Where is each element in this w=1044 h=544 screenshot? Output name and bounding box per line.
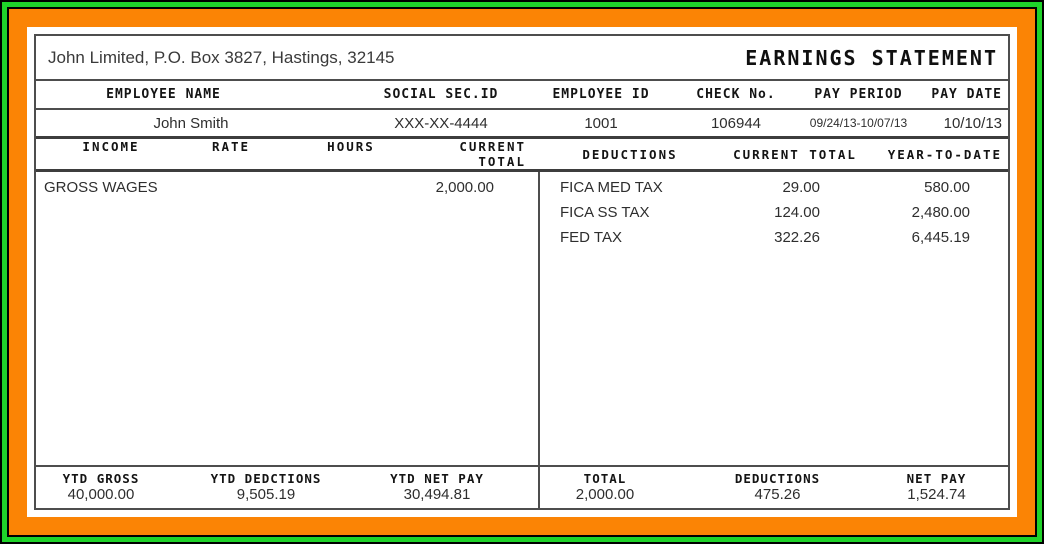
deductions-columns-header [540,147,1008,162]
pay-period-label: PAY PERIOD [814,87,903,102]
net-pay-value: 1,524.74 [907,486,966,503]
company-address: John Limited, P.O. Box 3827, Hastings, 32145 [48,47,395,67]
summary-footer [36,465,1008,508]
ytd-gross-value: 40,000.00 [67,486,135,503]
deductions-total-label: DEDUCTIONS [734,471,821,486]
employee-id-value: 1001 [584,114,618,132]
document-title: EARNINGS STATEMENT [745,45,998,70]
ytd-deductions-summary [166,471,366,508]
ytd-deductions-label: YTD DEDCTIONS [210,471,322,486]
deductions-column-label: DEDUCTIONS [582,146,678,162]
hours-column-label: HOURS [327,139,375,154]
deduction-name: FICA MED TAX [560,179,663,196]
employee-name-value: John Smith [153,114,229,132]
deduction-ytd: 2,480.00 [911,204,970,221]
total-value: 2,000.00 [575,486,635,503]
net-pay-summary [885,471,1008,508]
deductions-current-total-column-label: CURRENT TOTAL [733,146,857,162]
total-label: TOTAL [583,471,627,486]
ytd-gross-label: YTD GROSS [62,471,140,486]
year-to-date-column-label: YEAR-TO-DATE [887,146,1002,162]
deductions-summary [670,471,885,508]
ytd-net-pay-value: 30,494.81 [403,486,471,503]
current-summary [540,467,1008,508]
income-current-total: 2,000.00 [435,179,494,196]
deduction-ytd: 6,445.19 [911,229,970,246]
deduction-row-fed-tax [540,225,1008,250]
deduction-current: 322.26 [774,229,820,246]
statement-body [36,172,1008,465]
employee-id-label: EMPLOYEE ID [552,87,650,102]
net-pay-label: NET PAY [906,471,967,486]
deduction-current: 29.00 [782,179,820,196]
deduction-row-fica-med [540,175,1008,200]
total-summary [540,471,670,508]
income-name: GROSS WAGES [44,179,158,196]
ytd-gross-summary [36,471,166,508]
check-no-value: 106944 [710,114,762,132]
deduction-ytd: 580.00 [924,179,970,196]
employee-name-label: EMPLOYEE NAME [106,87,221,102]
employee-header-row [36,81,1008,110]
decorative-frame-orange [7,7,1037,537]
income-columns-header [36,139,540,169]
income-column-label: INCOME [82,139,140,154]
pay-period-value: 09/24/13-10/07/13 [809,116,908,130]
social-sec-id-label: SOCIAL SEC.ID [383,87,499,102]
deduction-name: FICA SS TAX [560,204,650,221]
current-total-column-label: CURRENT TOTAL [459,139,526,169]
paper-margin [27,27,1017,517]
ytd-summary [36,467,540,508]
table-column-header-row [36,139,1008,172]
ytd-net-pay-label: YTD NET PAY [390,471,484,486]
rate-column-label: RATE [211,139,251,154]
income-pane [36,172,540,465]
pay-date-label: PAY DATE [931,87,1002,102]
deduction-row-fica-ss [540,200,1008,225]
earnings-statement-sheet [34,34,1010,510]
title-row [36,36,1008,81]
ytd-net-pay-summary [366,471,538,508]
deductions-total-value: 475.26 [754,486,801,503]
deduction-current: 124.00 [774,204,820,221]
ytd-deductions-value: 9,505.19 [236,486,296,503]
income-row-gross-wages [36,175,538,200]
deductions-pane [540,172,1008,465]
check-no-label: CHECK No. [696,87,776,102]
social-sec-id-value: XXX-XX-4444 [394,114,488,132]
employee-values-row [36,110,1008,139]
pay-date-value: 10/10/13 [943,114,1002,132]
deduction-name: FED TAX [560,229,622,246]
